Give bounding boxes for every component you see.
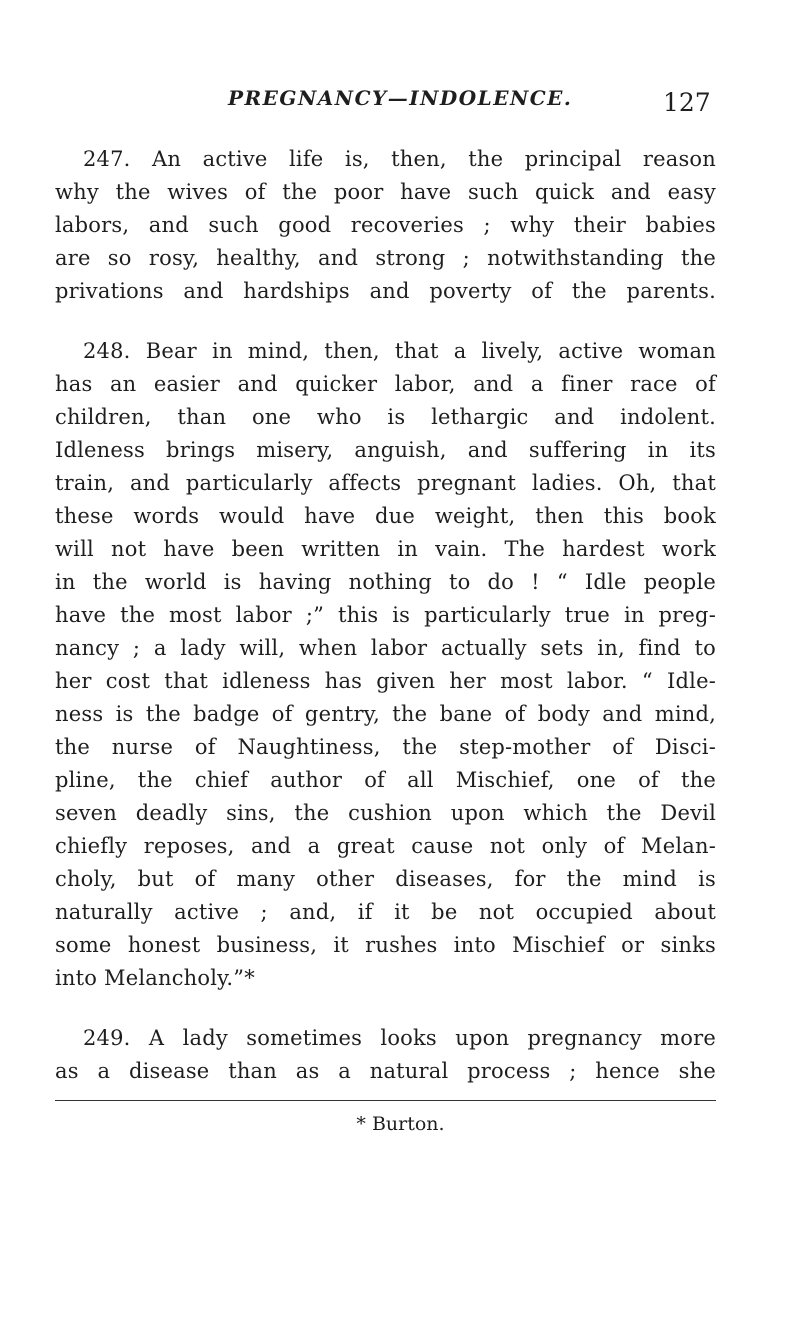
paragraph-247-line-2: why the wives of the poor have such quick and easy bbox=[55, 180, 716, 204]
paragraph-248-line-1: 248. Bear in mind, then, that a lively, active woman bbox=[83, 339, 716, 363]
footnote-rule bbox=[55, 1100, 716, 1101]
footnote: * Burton. bbox=[356, 1113, 445, 1135]
paragraph-248-line-15: seven deadly sins, the cushion upon which the Devil bbox=[55, 801, 716, 825]
paragraph-248-line-6: these words would have due weight, then this book bbox=[55, 504, 716, 528]
paragraph-248-line-10: nancy ; a lady will, when labor actually sets in, find to bbox=[55, 636, 716, 660]
paragraph-248-line-7: will not have been written in vain. The hardest work bbox=[55, 537, 716, 561]
paragraph-247-line-5: privations and hardships and poverty of the parents. bbox=[55, 279, 716, 303]
paragraph-248-line-9: have the most labor ;” this is particularly true in preg- bbox=[55, 603, 716, 627]
paragraph-248-line-8: in the world is having nothing to do ! “ Idle people bbox=[55, 570, 716, 594]
paragraph-249-line-1: 249. A lady sometimes looks upon pregnancy more bbox=[83, 1026, 716, 1050]
paragraph-247-line-4: are so rosy, healthy, and strong ; notwithstanding the bbox=[55, 246, 716, 270]
paragraph-247-line-1: 247. An active life is, then, the principal reason bbox=[83, 147, 716, 171]
paragraph-248-line-11: her cost that idleness has given her most labor. “ Idle- bbox=[55, 669, 716, 693]
page-number: 127 bbox=[663, 88, 711, 117]
paragraph-248-line-17: choly, but of many other diseases, for the mind is bbox=[55, 867, 716, 891]
paragraph-248-line-4: Idleness brings misery, anguish, and suffering in its bbox=[55, 438, 716, 462]
paragraph-248-line-13: the nurse of Naughtiness, the step-mother of Disci- bbox=[55, 735, 716, 759]
running-title: PREGNANCY—INDOLENCE. bbox=[228, 86, 573, 110]
paragraph-248-line-19: some honest business, it rushes into Mischief or sinks bbox=[55, 933, 716, 957]
paragraph-248-line-5: train, and particularly affects pregnant ladies. Oh, that bbox=[55, 471, 716, 495]
paragraph-248-line-2: has an easier and quicker labor, and a finer race of bbox=[55, 372, 716, 396]
paragraph-248-line-18: naturally active ; and, if it be not occupied about bbox=[55, 900, 716, 924]
paragraph-248-line-16: chiefly reposes, and a great cause not only of Melan- bbox=[55, 834, 716, 858]
paragraph-249-line-2: as a disease than as a natural process ; hence she bbox=[55, 1059, 716, 1083]
paragraph-248-line-12: ness is the badge of gentry, the bane of body and mind, bbox=[55, 702, 716, 726]
paragraph-248-line-20: into Melancholy.”* bbox=[55, 966, 255, 990]
paragraph-247-line-3: labors, and such good recoveries ; why their babies bbox=[55, 213, 716, 237]
paragraph-248-line-14: pline, the chief author of all Mischief, one of the bbox=[55, 768, 716, 792]
paragraph-248-line-3: children, than one who is lethargic and indolent. bbox=[55, 405, 716, 429]
